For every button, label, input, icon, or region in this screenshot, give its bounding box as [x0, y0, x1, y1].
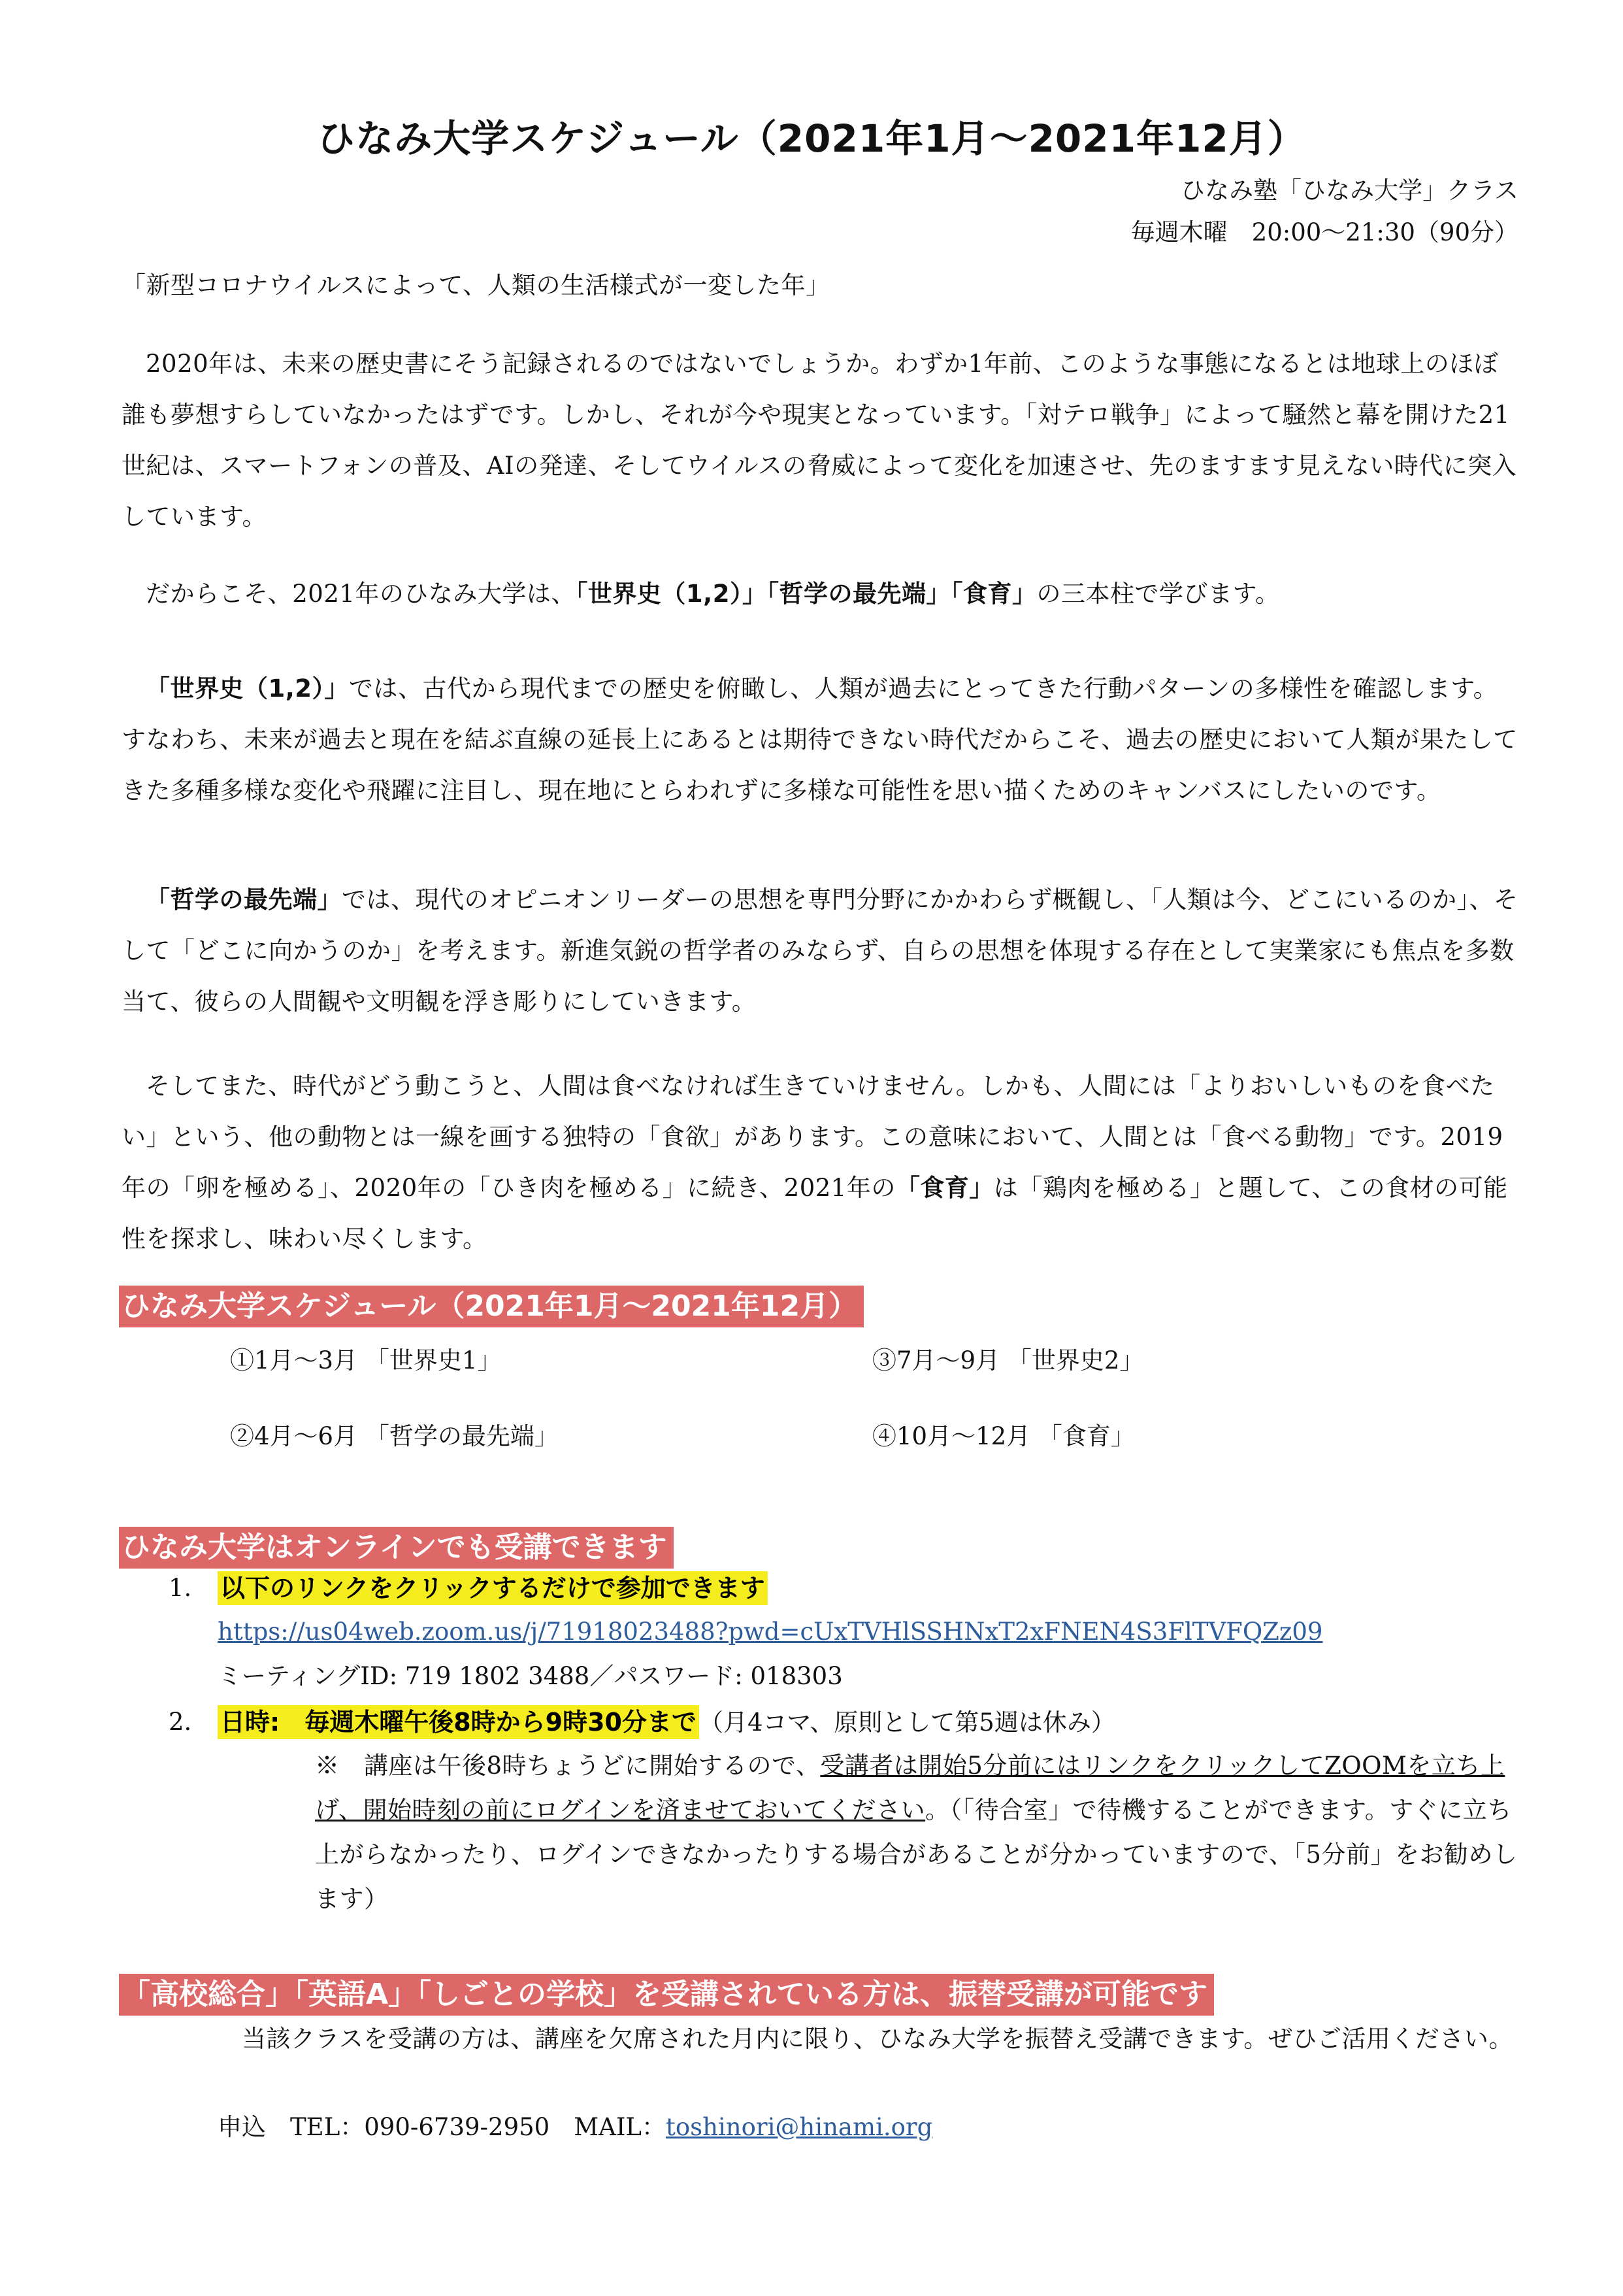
highlighted-label: 日時: 毎週木曜午後8時から9時30分まで	[218, 1705, 699, 1739]
contact-email-link[interactable]: toshinori@hinami.org	[666, 2113, 933, 2141]
emphasis-philosophy: 「哲学の最先端」	[766, 580, 951, 608]
zoom-meeting-link[interactable]: https://us04web.zoom.us/j/71918023488?pwd=cUxTVHlSSHNxT2xFNEN4S3FlTVFQZz09	[218, 1618, 1323, 1646]
list-number-1: 1.	[169, 1574, 192, 1602]
join-instruction	[218, 1569, 768, 1608]
schedule-item-4: ④10月〜12月 「食育」	[872, 1422, 1135, 1450]
remark-text: ※ 講座は午後8時ちょうどに開始するので、	[315, 1752, 821, 1780]
emphasis-food-education: 「食育」	[950, 580, 1037, 608]
emphasis-world-history: 「世界史（1,2）」	[575, 580, 767, 608]
emphasis-food-education: 「食育」	[895, 1174, 994, 1202]
page-title: ひなみ大学スケジュール（2021年1月〜2021年12月）	[317, 116, 1306, 161]
paragraph-text: 2020年は、未来の歴史書にそう記録されるのではないでしょうか。わずか1年前、このような事態になるとは地球上のほぼ誰も夢想すらしていなかったはずです。しかし、それが今や現実となっています。「対テロ戦争」によって騒然と幕を開けた21世紀は、スマートフォンの普及、AIの発達、そしてウイルスの脅威によって変化を加速させ、先のますます見えない時代に突入しています。	[122, 350, 1517, 531]
schedule-section-heading: ひなみ大学スケジュール（2021年1月〜2021年12月）	[119, 1286, 864, 1327]
intro-paragraph-4	[122, 874, 1520, 1027]
schedule-item-2: ②4月〜6月 「哲学の最先端」	[230, 1422, 559, 1450]
paragraph-text: 当該クラスを受講の方は、講座を欠席された月内に限り、ひなみ大学を振替え受講できます。ぜひご活用ください。	[242, 2025, 1513, 2053]
transfer-section-heading: 「高校総合」「英語A」「しごとの学校」を受講されている方は、振替受講が可能です	[119, 1974, 1214, 2016]
paragraph-text: の三本柱で学びます。	[1036, 580, 1280, 608]
paragraph-text: は「鶏肉を極める」と題して、この食材の可能性を探求し、味わい尽くします。	[122, 1174, 1508, 1253]
intro-paragraph-2	[122, 569, 1520, 620]
contact-phone: 申込 TEL：090-6739-2950 MAIL：	[218, 2113, 666, 2141]
intro-paragraph-5	[122, 1061, 1520, 1265]
paragraph-text: そしてまた、時代がどう動こうと、人間は食べなければ生きていけません。しかも、人間には「よりおいしいものを食べたい」という、他の動物とは一線を画する独特の「食欲」があります。この意味において、人間とは「食べる動物」です。2019年の「卵を極める」、2020年の「ひき肉を極める」に続き、2021年の	[122, 1072, 1503, 1202]
remark-text: 。（「待合室」で待機することができます。すぐに立ち上がらなかったり、ログインできなかったりする場合があることが分かっていますので、「5分前」をお勧めします）	[315, 1796, 1518, 1913]
meeting-id-password: ミーティングID: 719 1802 3488／パスワード: 018303	[218, 1662, 843, 1690]
emphasis-philosophy: 「哲学の最先端」	[146, 886, 342, 914]
transfer-paragraph	[218, 2016, 1524, 2062]
schedule-item-1: ①1月〜3月 「世界史1」	[230, 1346, 502, 1374]
intro-quote	[122, 260, 1520, 311]
schedule-item-3: ③7月〜9月 「世界史2」	[872, 1346, 1144, 1374]
contact-line	[218, 2108, 932, 2147]
session-note: （月4コマ、原則として第5週は休み）	[698, 1708, 1115, 1737]
intro-paragraph-3	[122, 663, 1520, 816]
quote-text: 「新型コロナウイルスによって、人類の生活様式が一変した年」	[122, 271, 830, 299]
highlighted-label: 以下のリンクをクリックするだけで参加できます	[218, 1571, 768, 1605]
paragraph-text: だからこそ、2021年のひなみ大学は、	[146, 580, 576, 608]
schedule-time-line	[218, 1703, 1115, 1742]
list-number-2: 2.	[169, 1708, 192, 1736]
org-line: ひなみ塾「ひなみ大学」クラス	[1181, 176, 1518, 205]
online-section-heading: ひなみ大学はオンラインでも受講できます	[119, 1527, 674, 1569]
remark-underlined: 受講者は開始5分前にはリンクをクリックしてZOOMを立ち上げ、開始時刻の前にログインを済ませておいてください	[315, 1752, 1505, 1824]
time-line: 毎週木曜 20:00〜21:30（90分）	[1130, 218, 1518, 246]
login-remark	[315, 1744, 1524, 1922]
intro-paragraph-1	[122, 339, 1520, 542]
paragraph-text: では、現代のオピニオンリーダーの思想を専門分野にかかわらず概観し、「人類は今、どこにいるのか」、そして「どこに向かうのか」を考えます。新進気鋭の哲学者のみならず、自らの思想を体現する存在として実業家にも焦点を多数当て、彼らの人間観や文明観を浮き彫りにしていきます。	[122, 886, 1518, 1016]
emphasis-world-history: 「世界史（1,2）」	[146, 674, 350, 703]
paragraph-text: では、古代から現代までの歴史を俯瞰し、人類が過去にとってきた行動パターンの多様性を確認します。すなわち、未来が過去と現在を結ぶ直線の延長上にあるとは期待できない時代だからこそ、過去の歴史において人類が果たしてきた多種多様な変化や飛躍に注目し、現在地にとらわれずに多様な可能性を思い描くためのキャンバスにしたいのです。	[122, 674, 1518, 805]
